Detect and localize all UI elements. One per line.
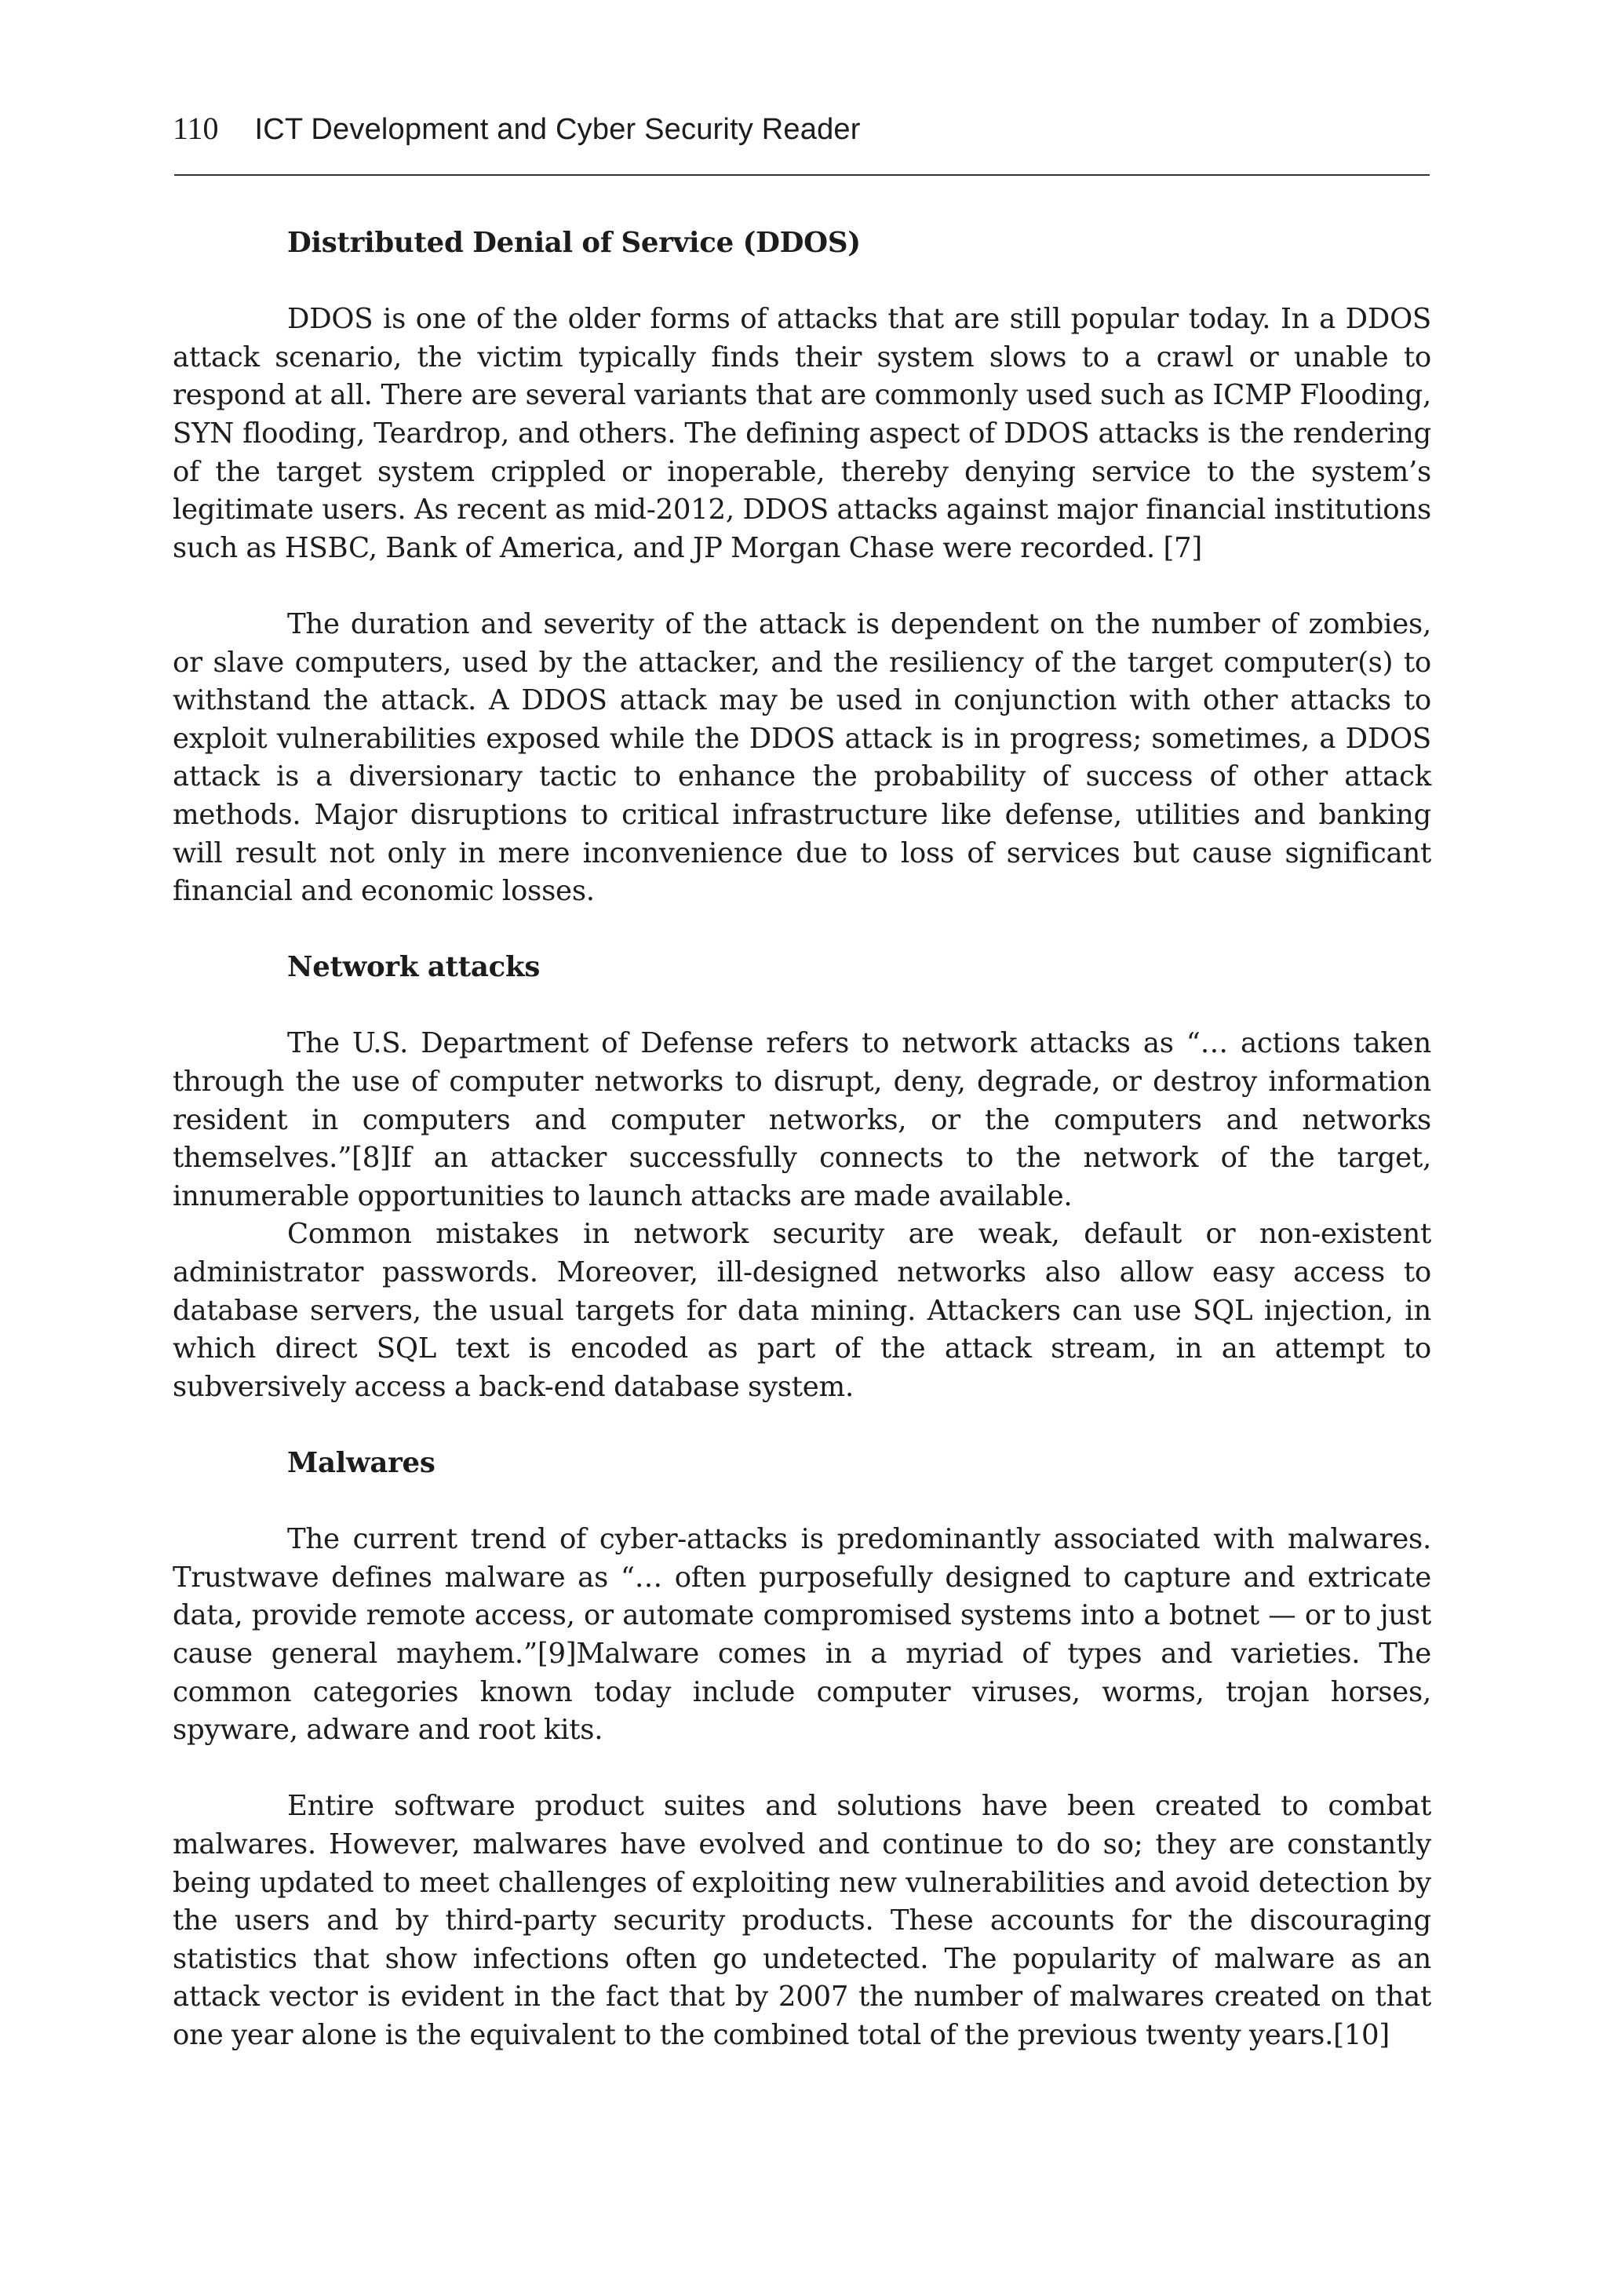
running-title: ICT Development and Cyber Security Reader bbox=[254, 113, 861, 146]
page-number: 110 bbox=[173, 111, 219, 146]
body-text bbox=[173, 224, 1431, 2055]
paragraph: Common mistakes in network security are weak, default or non-existent administrator passwords. Moreover, ill-designed networks also allow easy access to database servers, the usual targets for data mining. Attackers can use SQL injection, in which direct SQL text is encoded as part of the attack stream, in an attempt to subversively access a back-end database system. bbox=[173, 1218, 1431, 1403]
paragraph: Entire software product suites and solutions have been created to combat malwares. However, malwares have evolved and continue to do so; they are constantly being updated to meet challenges of exploiting new vulnerabilities and avoid detection by the users and by third-party security products. These accounts for the discouraging statistics that show infections often go undetected. The popularity of malware as an attack vector is evident in the fact that by 2007 the number of malwares created on that one year alone is the equivalent to the combined total of the previous twenty years.[10] bbox=[173, 1790, 1431, 2051]
running-header bbox=[173, 110, 1428, 154]
section-heading-network-attacks: Network attacks bbox=[287, 951, 541, 984]
paragraph: The current trend of cyber-attacks is predominantly associated with malwares. Trustwave defines malware as “… often purposefully designed to capture and extricate data, provide remote access, or automate compromised systems into a botnet — or to just cause general mayhem.”[9]Malware comes in a myriad of types and varieties. The common categories known today include computer viruses, worms, trojan horses, spyware, adware and root kits. bbox=[173, 1523, 1431, 1747]
spacer bbox=[173, 987, 1431, 1026]
paragraph: DDOS is one of the older forms of attacks that are still popular today. In a DDOS attack scenario, the victim typically finds their system slows to a crawl or unable to respond at all. There are several variants that are commonly used such as ICMP Flooding, SYN flooding, Teardrop, and others. The defining aspect of DDOS attacks is the rendering of the target system crippled or inoperable, thereby denying service to the system’s legitimate users. As recent as mid-2012, DDOS attacks against major financial institutions such as HSBC, Bank of America, and JP Morgan Chase were recorded. [7] bbox=[173, 303, 1431, 564]
spacer bbox=[173, 1406, 1431, 1445]
spacer bbox=[173, 1750, 1431, 1788]
section-heading-ddos: Distributed Denial of Service (DDOS) bbox=[287, 227, 861, 259]
spacer bbox=[173, 567, 1431, 606]
section-heading-malwares: Malwares bbox=[287, 1447, 435, 1479]
header-divider bbox=[174, 174, 1430, 176]
paragraph: The U.S. Department of Defense refers to network attacks as “… actions taken through the use of computer networks to disrupt, deny, degrade, or destroy information resident in computers and computer networks, or the computers and networks themselves.”[8]If an attacker successfully connects to the network of the target, innumerable opportunities to launch attacks are made available. bbox=[173, 1027, 1431, 1212]
spacer bbox=[173, 263, 1431, 301]
spacer bbox=[173, 1483, 1431, 1522]
paragraph: The duration and severity of the attack is dependent on the number of zombies, or slave computers, used by the attacker, and the resiliency of the target computer(s) to withstand the attack. A DDOS attack may be used in conjunction with other attacks to exploit vulnerabilities exposed while the DDOS attack is in progress; sometimes, a DDOS attack is a diversionary tactic to enhance the probability of success of other attack methods. Major disruptions to critical infrastructure like defense, utilities and banking will result not only in mere inconvenience due to loss of services but cause significant financial and economic losses. bbox=[173, 607, 1431, 908]
spacer bbox=[173, 911, 1431, 949]
